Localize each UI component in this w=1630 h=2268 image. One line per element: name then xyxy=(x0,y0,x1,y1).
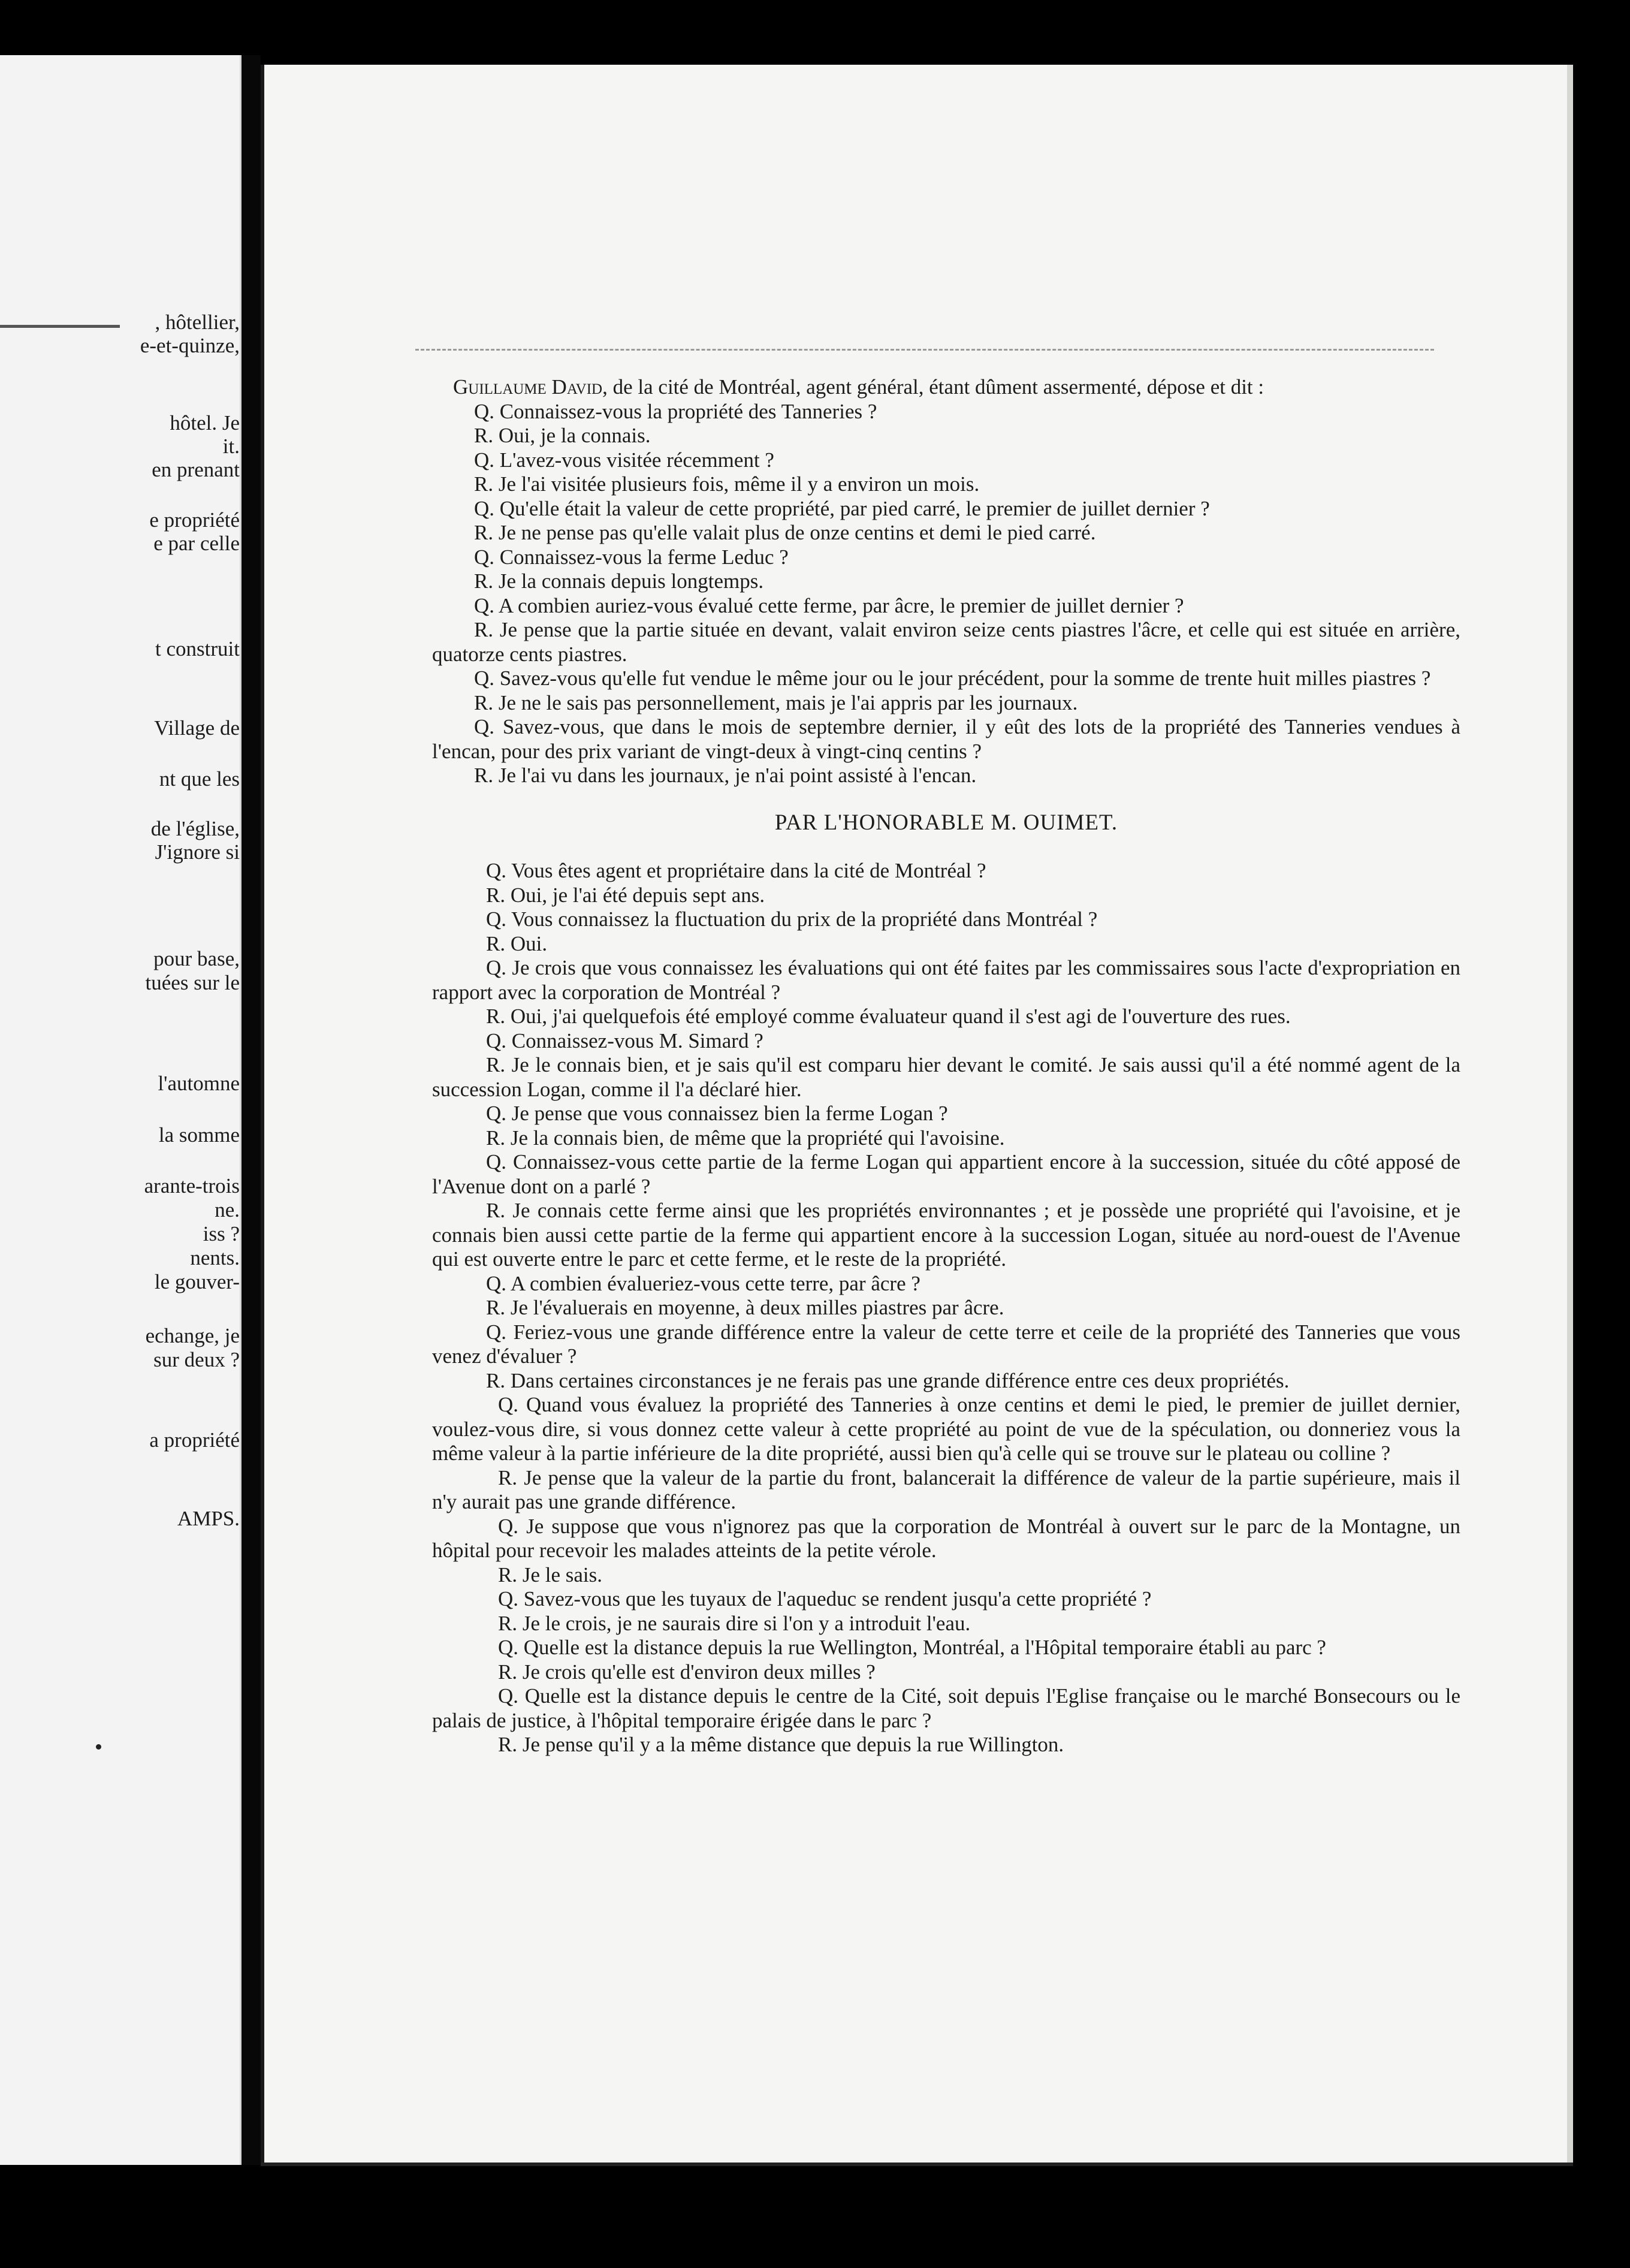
answer-paragraph: R. Je connais cette ferme ainsi que les propriétés environnantes ; et je possède une propriété qui l'avoisine, et je connais bien aussi cette partie de la ferme qui appartient encore à la succession Logan, située au nord-ouest de l'Avenue qui est ouverte entre le parc et cette ferme, et le reste de la propriété. xyxy=(432,1199,1460,1271)
answer-paragraph: R. Je la connais depuis longtemps. xyxy=(474,569,764,593)
left-page-fragment: sur deux ? xyxy=(153,1348,240,1371)
left-page-rule xyxy=(0,325,120,328)
left-page-fragment: nt que les xyxy=(159,767,240,791)
question-paragraph: Q. Quelle est la distance depuis le centre de la Cité, soit depuis l'Eglise française ou le marché Bonsecours ou le palais de justice, à l'hôpital temporaire érigée dans le parc ? xyxy=(432,1684,1460,1732)
question-paragraph: Q. L'avez-vous visitée récemment ? xyxy=(474,448,774,472)
question-paragraph: Q. Savez-vous qu'elle fut vendue le même jour ou le jour précédent, pour la somme de trente huit milles piastres ? xyxy=(474,666,1431,690)
question-paragraph: Q. Je pense que vous connaissez bien la ferme Logan ? xyxy=(486,1102,948,1125)
ink-dot xyxy=(96,1744,101,1750)
question-paragraph: Q. Savez-vous, que dans le mois de septembre dernier, il y eût des lots de la propriété des Tanneries vendues à l'encan, pour des prix variant de vingt-deux à vingt-cinq centins ? xyxy=(432,715,1460,763)
left-page-fragment: de l'église, xyxy=(150,817,240,840)
left-page-fragment: pour base, xyxy=(153,947,240,970)
left-page-fragment: it. xyxy=(222,435,240,458)
question-paragraph: Q. Connaissez-vous la ferme Leduc ? xyxy=(474,545,789,569)
answer-paragraph: R. Je pense que la valeur de la partie du front, balancerait la différence de valeur de la partie supérieure, mais il n'y aurait pas une grande différence. xyxy=(432,1465,1460,1513)
left-page-fragment: e propriété xyxy=(149,508,240,532)
book-gutter xyxy=(242,55,261,2165)
left-page-fragment: echange, je xyxy=(145,1324,240,1347)
left-page-fragment: iss ? xyxy=(203,1222,240,1245)
section-heading: PAR L'HONORABLE M. OUIMET. xyxy=(774,810,1118,835)
answer-paragraph: R. Oui. xyxy=(486,931,548,955)
question-paragraph: Q. Quelle est la distance depuis la rue Wellington, Montréal, a l'Hôpital temporaire établi au parc ? xyxy=(498,1636,1326,1659)
question-paragraph: Q. A combien évalueriez-vous cette terre, par âcre ? xyxy=(486,1271,920,1295)
question-paragraph: Q. Connaissez-vous la propriété des Tanneries ? xyxy=(474,399,877,423)
main-page xyxy=(261,65,1573,2163)
left-page-fragment: Village de xyxy=(154,716,240,740)
left-page-fragment: t construit xyxy=(155,637,240,661)
left-page-fragment: en prenant xyxy=(152,458,240,481)
question-paragraph: Q. Connaissez-vous cette partie de la ferme Logan qui appartient encore à la succession, située du côté apposé de l'Avenue dont on a parlé ? xyxy=(432,1150,1460,1198)
answer-paragraph: R. Je l'évaluerais en moyenne, à deux milles piastres par âcre. xyxy=(486,1296,1004,1319)
left-page-fragment: ne. xyxy=(215,1198,240,1222)
question-paragraph: Q. Vous connaissez la fluctuation du prix de la propriété dans Montréal ? xyxy=(486,907,1098,931)
header-rule xyxy=(415,349,1434,351)
left-page-fragment: hôtel. Je xyxy=(170,411,240,435)
page-bottom-shadow xyxy=(261,2163,1573,2166)
question-paragraph: Q. Feriez-vous une grande différence entre la valeur de cette terre et ceile de la propriété des Tanneries que vous venez d'évaluer ? xyxy=(432,1320,1460,1368)
answer-paragraph: R. Je le connais bien, et je sais qu'il est comparu hier devant le comité. Je sais aussi qu'il a été nommé agent de la succession Logan, comme il l'a déclaré hier. xyxy=(432,1053,1460,1101)
left-page-fragment: AMPS. xyxy=(177,1507,240,1530)
answer-paragraph: R. Je la connais bien, de même que la propriété qui l'avoisine. xyxy=(486,1126,1005,1150)
answer-paragraph: R. Je ne pense pas qu'elle valait plus de onze centins et demi le pied carré. xyxy=(474,521,1096,544)
answer-paragraph: R. Je ne le sais pas personnellement, mais je l'ai appris par les journaux. xyxy=(474,690,1078,714)
opening-text: , de la cité de Montréal, agent général, étant dûment assermenté, dépose et dit : xyxy=(602,375,1264,399)
answer-paragraph: R. Je pense qu'il y a la même distance que depuis la rue Willington. xyxy=(498,1733,1064,1756)
left-page-fragment: e par celle xyxy=(153,532,240,555)
left-page-fragment: le gouver- xyxy=(154,1270,240,1293)
question-paragraph: Q. Je suppose que vous n'ignorez pas que la corporation de Montréal à ouvert sur le parc de la Montagne, un hôpital pour recevoir les malades atteints de la petite vérole. xyxy=(432,1514,1460,1562)
left-page-fragment: la somme xyxy=(158,1123,240,1147)
left-page-edge xyxy=(0,55,242,2165)
question-paragraph: Q. A combien auriez-vous évalué cette ferme, par âcre, le premier de juillet dernier ? xyxy=(474,593,1184,617)
left-page-fragment: l'automne xyxy=(158,1072,240,1095)
answer-paragraph: R. Je crois qu'elle est d'environ deux milles ? xyxy=(498,1660,876,1684)
witness-name: Guillaume David xyxy=(453,375,603,399)
left-page-fragment: a propriété xyxy=(149,1428,240,1452)
answer-paragraph: R. Je l'ai vu dans les journaux, je n'ai point assisté à l'encan. xyxy=(474,764,977,787)
testimony-part-1 xyxy=(432,400,1460,788)
question-paragraph: Q. Savez-vous que les tuyaux de l'aqueduc se rendent jusqu'a cette propriété ? xyxy=(498,1587,1152,1610)
left-page-fragment: arante-trois xyxy=(144,1174,240,1198)
testimony-text xyxy=(432,375,1460,1757)
answer-paragraph: R. Oui, je l'ai été depuis sept ans. xyxy=(486,883,765,907)
left-page-fragment: , hôtellier, xyxy=(155,310,240,334)
left-page-fragment: nents. xyxy=(190,1246,240,1269)
left-page-fragment: tuées sur le xyxy=(145,971,240,994)
testimony-part-2 xyxy=(432,859,1460,1757)
question-paragraph: Q. Quand vous évaluez la propriété des Tanneries à onze centins et demi le pied, le premier de juillet dernier, voulez-vous dire, si vous donnez cette valeur à cette propriété au point de vue de la spéculation, ou donneriez vous la même valeur à la partie inférieure de la dite propriété, aussi bien qu'à celle qui se trouve sur le plateau ou colline ? xyxy=(432,1393,1460,1465)
left-page-fragment: J'ignore si xyxy=(155,840,240,864)
answer-paragraph: R. Je pense que la partie située en devant, valait environ seize cents piastres l'âcre, et celle qui est située en arrière, quatorze cents piastres. xyxy=(432,618,1460,666)
answer-paragraph: R. Dans certaines circonstances je ne ferais pas une grande différence entre ces deux propriétés. xyxy=(486,1368,1290,1392)
answer-paragraph: R. Je le crois, je ne saurais dire si l'on y a introduit l'eau. xyxy=(498,1611,971,1635)
question-paragraph: Q. Vous êtes agent et propriétaire dans la cité de Montréal ? xyxy=(486,859,986,882)
answer-paragraph: R. Oui, je la connais. xyxy=(474,424,651,447)
question-paragraph: Q. Qu'elle était la valeur de cette propriété, par pied carré, le premier de juillet dernier ? xyxy=(474,496,1210,520)
question-paragraph: Q. Je crois que vous connaissez les évaluations qui ont été faites par les commissaires sous l'acte d'expropriation en rapport avec la corporation de Montréal ? xyxy=(432,956,1460,1004)
answer-paragraph: R. Je l'ai visitée plusieurs fois, même il y a environ un mois. xyxy=(474,472,980,496)
answer-paragraph: R. Je le sais. xyxy=(498,1563,603,1587)
question-paragraph: Q. Connaissez-vous M. Simard ? xyxy=(486,1029,763,1052)
opening-paragraph xyxy=(432,375,1460,400)
answer-paragraph: R. Oui, j'ai quelquefois été employé comme évaluateur quand il s'est agi de l'ouverture des rues. xyxy=(486,1005,1291,1028)
left-page-fragment: e-et-quinze, xyxy=(140,334,240,357)
